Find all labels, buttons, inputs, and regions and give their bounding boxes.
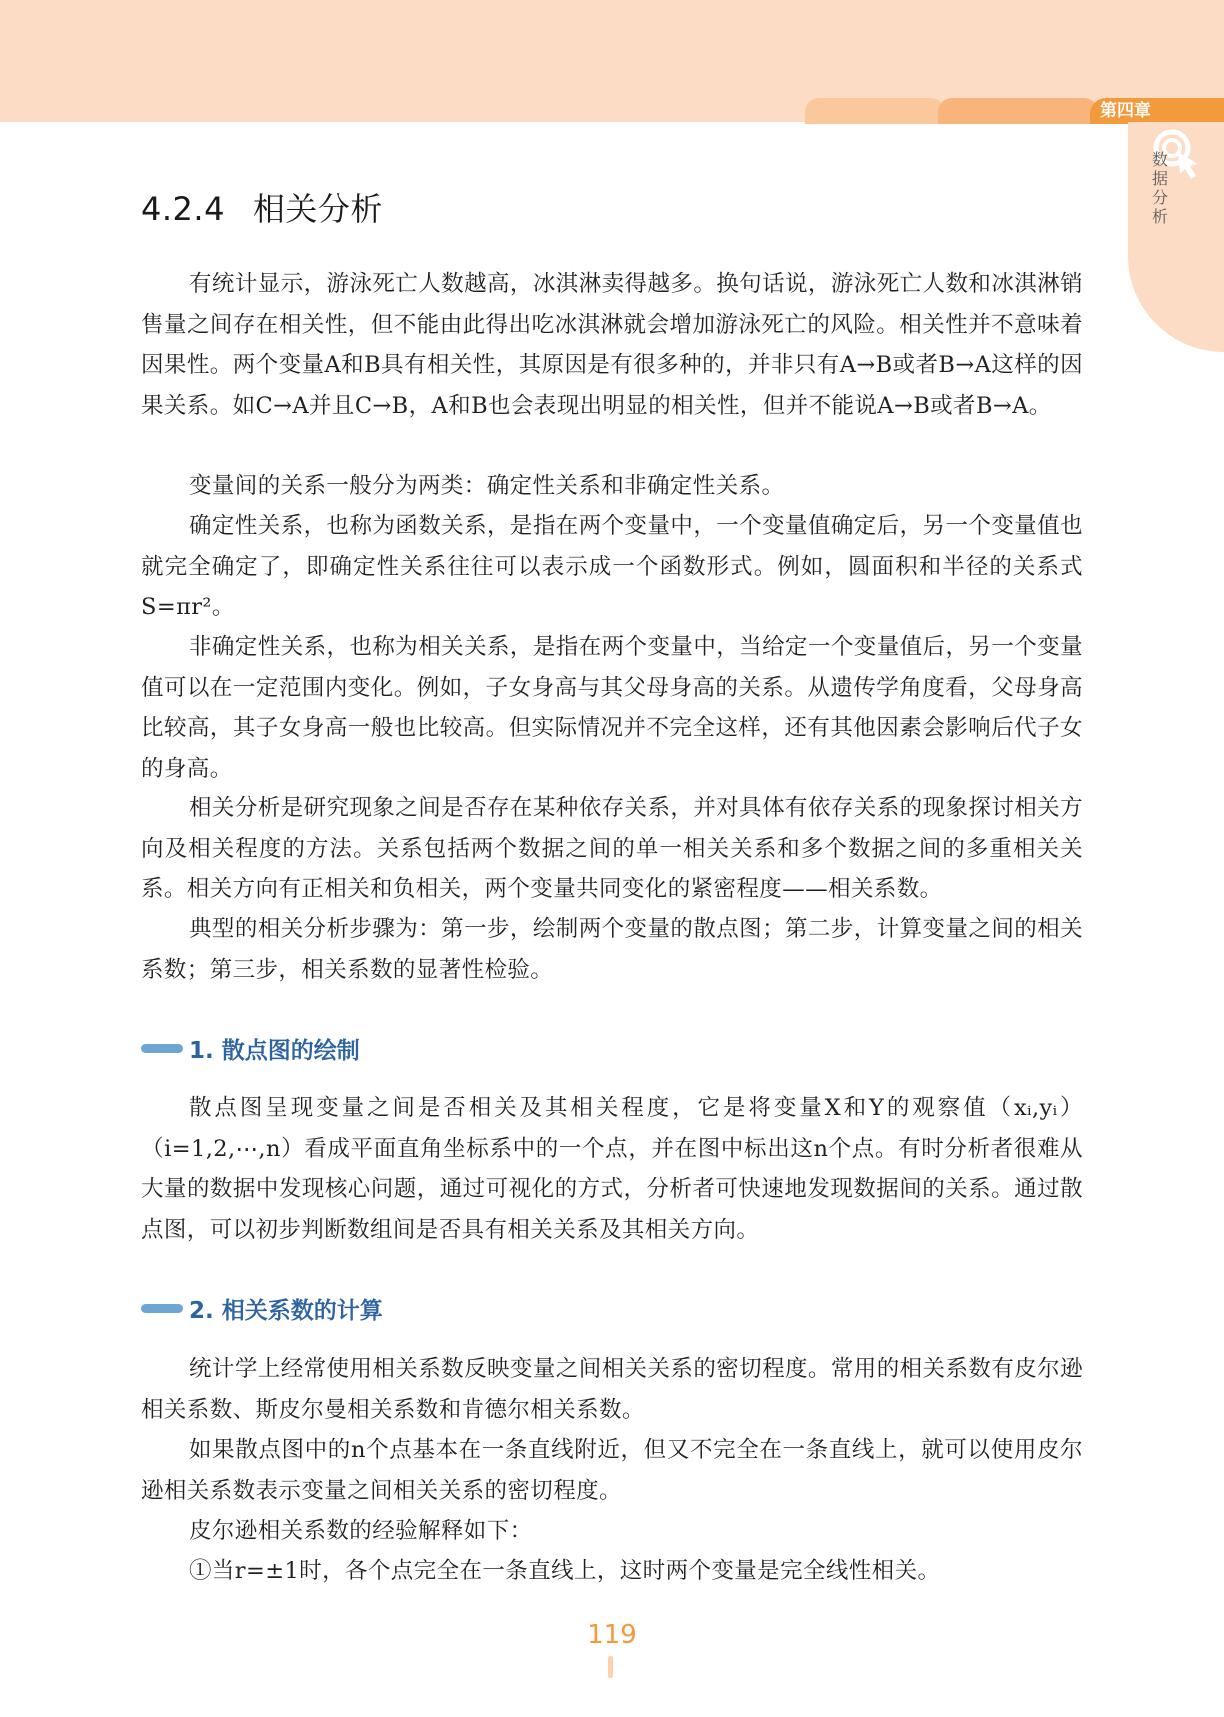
paragraph: 有统计显示，游泳死亡人数越高，冰淇淋卖得越多。换句话说，游泳死亡人数和冰淇淋销售量之间存在相关性，但不能由此得出吃冰淇淋就会增加游泳死亡的风险。相关性并不意味着因果性。两个变量A和B具有相关性，其原因是有很多种的，并非只有A→B或者B→A这样的因果关系。如C→A并且C→B，A和B也会表现出明显的相关性，但并不能说A→B或者B→A。 bbox=[141, 271, 1083, 419]
subsection-heading-text: 1. 散点图的绘制 bbox=[189, 1037, 360, 1064]
chapter-tab-label: 第四章 bbox=[1100, 101, 1151, 121]
paragraph: 散点图呈现变量之间是否相关及其相关程度，它是将变量X和Y的观察值（xᵢ,yᵢ）（i=1,2,⋯,n）看成平面直角坐标系中的一个点，并在图中标出这n个点。有时分析者很难从大量的数据中发现核心问题，通过可视化的方式，分析者可快速地发现数据间的关系。通过散点图，可以初步判断数组间是否具有相关关系及其相关方向。 bbox=[141, 1095, 1083, 1243]
subsection-heading bbox=[141, 1033, 360, 1063]
paragraph: ①当r=±1时，各个点完全在一条直线上，这时两个变量是完全线性相关。 bbox=[189, 1558, 941, 1584]
section-title-text: 相关分析 bbox=[252, 190, 383, 228]
page-number: 119 bbox=[587, 1620, 637, 1650]
paragraph: 统计学上经常使用相关系数反映变量之间相关关系的密切程度。常用的相关系数有皮尔逊相关系数、斯皮尔曼相关系数和肯德尔相关系数。 bbox=[141, 1356, 1083, 1423]
header-tab-decoration bbox=[805, 98, 945, 124]
paragraph: 如果散点图中的n个点基本在一条直线附近，但又不完全在一条直线上，就可以使用皮尔逊相关系数表示变量之间相关关系的密切程度。 bbox=[141, 1437, 1083, 1504]
subsection-heading bbox=[141, 1293, 383, 1323]
paragraph: 变量间的关系一般分为两类：确定性关系和非确定性关系。 bbox=[189, 473, 785, 499]
paragraph: 确定性关系，也称为函数关系，是指在两个变量中，一个变量值确定后，另一个变量值也就完全确定了，即确定性关系往往可以表示成一个函数形式。例如，圆面积和半径的关系式S=πr²。 bbox=[141, 513, 1083, 620]
section-number: 4.2.4 bbox=[141, 190, 225, 228]
subsection-heading-text: 2. 相关系数的计算 bbox=[189, 1297, 383, 1324]
header-tab-decoration bbox=[938, 98, 1098, 124]
heading-bar bbox=[141, 1044, 183, 1053]
side-chapter-title: 数据分析 bbox=[1151, 150, 1168, 226]
page-number-tick bbox=[608, 1656, 613, 1678]
section-title bbox=[141, 184, 383, 230]
heading-bar bbox=[141, 1304, 183, 1313]
paragraph: 典型的相关分析步骤为：第一步，绘制两个变量的散点图；第二步，计算变量之间的相关系数；第三步，相关系数的显著性检验。 bbox=[141, 916, 1083, 983]
paragraph: 非确定性关系，也称为相关关系，是指在两个变量中，当给定一个变量值后，另一个变量值可以在一定范围内变化。例如，子女身高与其父母身高的关系。从遗传学角度看，父母身高比较高，其子女身高一般也比较高。但实际情况并不完全这样，还有其他因素会影响后代子女的身高。 bbox=[141, 634, 1083, 782]
paragraph: 相关分析是研究现象之间是否存在某种依存关系，并对具体有依存关系的现象探讨相关方向及相关程度的方法。关系包括两个数据之间的单一相关关系和多个数据之间的多重相关关系。相关方向有正相关和负相关，两个变量共同变化的紧密程度——相关系数。 bbox=[141, 795, 1083, 902]
paragraph: 皮尔逊相关系数的经验解释如下： bbox=[189, 1518, 533, 1544]
